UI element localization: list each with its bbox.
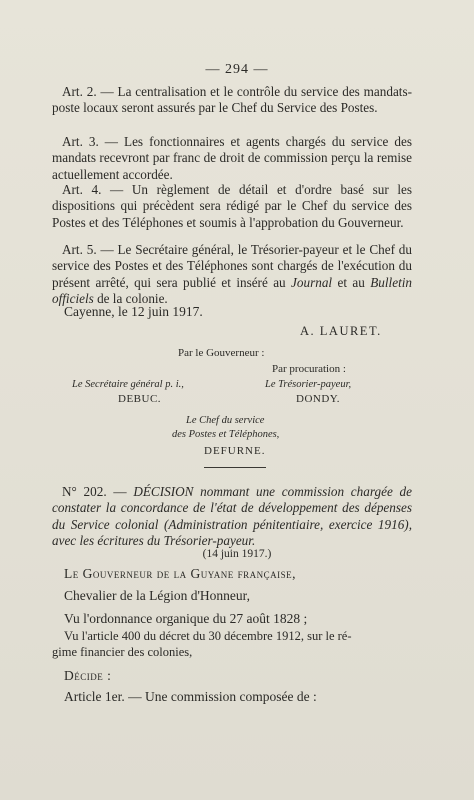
vu-ordonnance: Vu l'ordonnance organique du 27 août 1828 ; [64, 611, 308, 626]
chief-name: DEFURNE. [204, 445, 266, 457]
decide-label: Décide : [64, 668, 112, 683]
chief-title-2: des Postes et Téléphones, [172, 429, 280, 440]
treasurer-title: Le Trésorier-payeur, [265, 379, 352, 390]
article-5-text-a: Art. 5. — Le Secrétaire général, le Trésorier-payeur et le Chef du service des Postes et des Téléphones sont chargés de l'exécution du présent arrêté, qui sera publié et inséré au [52, 242, 412, 290]
page-number: — 294 — [205, 62, 269, 77]
article-5-bulletin: Bulletin officiels [52, 274, 412, 307]
article-4: Art. 4. — Un règlement de détail et d'ordre basé sur les dispositions qui précèdent sera rédigé par le Chef du service des Postes et des Téléphones et soumis à l'approbation du Gouverneur. [52, 182, 412, 230]
article-5 [52, 242, 412, 308]
decision-title: DÉCISION nommant une commission chargée de constater la concordance de l'état de développement des dépenses du Service colonial (Administration pénitentiaire, exercice 1916), avec les écritures du Trésorier-payeur. [52, 484, 412, 549]
treasurer-name: DONDY. [296, 393, 341, 405]
decision-heading [52, 484, 412, 550]
chief-title-1: Le Chef du service [186, 415, 265, 426]
article-2: Art. 2. — La centralisation et le contrôle du service des mandats-poste locaux seront assurés par le Chef du Service des Postes. [52, 84, 412, 116]
governor-line: Le Gouverneur de la Guyane française, [64, 566, 296, 581]
secretary-title: Le Secrétaire général p. i., [72, 379, 184, 390]
knight-line: Chevalier de la Légion d'Honneur, [64, 588, 250, 603]
section-divider [204, 467, 266, 468]
place-date: Cayenne, le 12 juin 1917. [64, 304, 203, 319]
article-3: Art. 3. — Les fonctionnaires et agents chargés du service des mandats recevront par franc de droit de commission perçu la remise actuellement accordée. [52, 134, 412, 182]
signer-name: A. LAURET. [300, 324, 382, 338]
decision-date: (14 juin 1917.) [202, 548, 272, 560]
vu-article-line-2: gime financier des colonies, [52, 645, 193, 659]
article-5-text-c: de la colonie. [93, 291, 168, 307]
article-1: Article 1er. — Une commission composée de : [64, 689, 317, 704]
vu-article-line-1: Vu l'article 400 du décret du 30 décembre 1912, sur le ré- [64, 629, 352, 643]
article-5-text-b: et au [332, 274, 371, 290]
secretary-name: DEBUC. [118, 393, 162, 405]
procuration-label: Par procuration : [272, 363, 346, 375]
article-5-journal: Journal [291, 274, 333, 290]
by-governor: Par le Gouverneur : [178, 347, 265, 359]
decision-number: N° 202. — [62, 484, 134, 499]
